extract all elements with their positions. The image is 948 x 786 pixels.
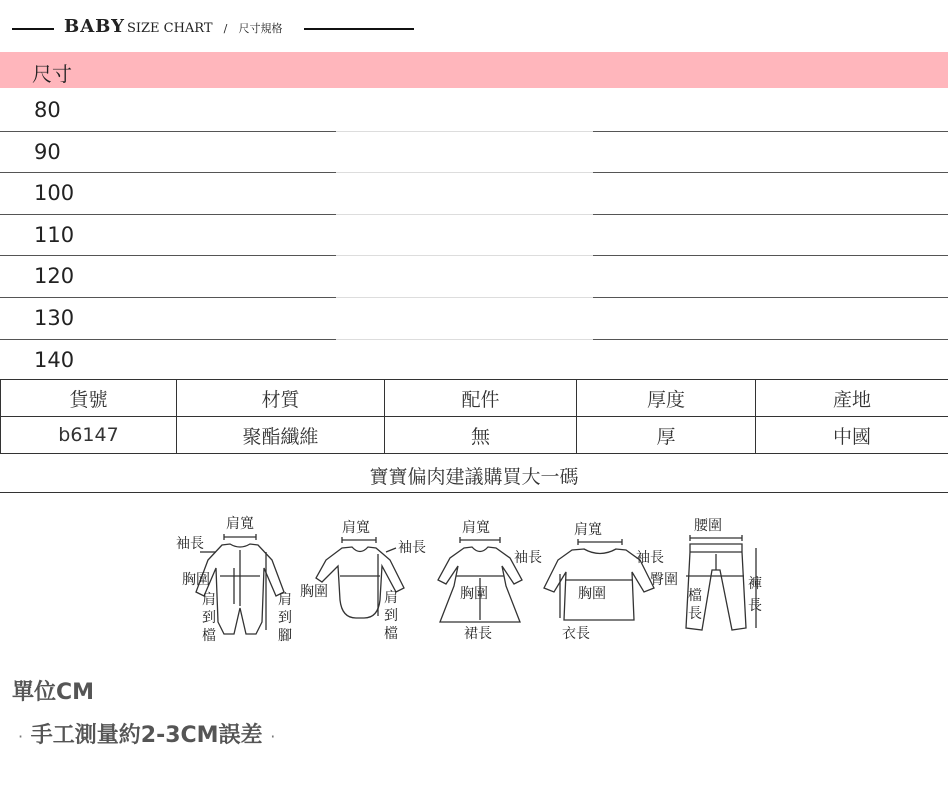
diagram-label: 肩 (384, 590, 398, 606)
spec-value-cell: 厚 (577, 417, 756, 454)
chart-header (0, 0, 948, 58)
bullet-dot: · (270, 727, 276, 746)
size-value: 100 (34, 181, 75, 206)
diagram-label: 長 (688, 606, 702, 622)
spec-value-cell: 中國 (756, 417, 948, 454)
size-row (0, 90, 948, 132)
size-row (0, 215, 948, 257)
diagram-label: 褲 (748, 576, 762, 592)
size-value: 90 (34, 139, 61, 164)
size-row (0, 132, 948, 174)
spec-header-row (1, 380, 948, 417)
spec-header-cell: 厚度 (577, 380, 756, 417)
diagram-label: 肩寬 (342, 520, 370, 536)
diagram-label: 腰圍 (694, 518, 722, 534)
diagram-label: 袖長 (176, 536, 204, 552)
spec-value-row (1, 417, 948, 454)
bullet-dot: · (18, 727, 24, 746)
diagram-label: 檔 (384, 626, 398, 642)
diagram-label: 腳 (278, 628, 292, 644)
size-value: 130 (34, 305, 75, 330)
diagram-label: 肩 (202, 592, 216, 608)
diagram-label: 長 (748, 598, 762, 614)
size-header-label: 尺寸 (32, 62, 72, 86)
spec-table (0, 379, 948, 454)
size-header (0, 52, 948, 88)
diagram-label: 肩寬 (462, 520, 490, 536)
diagram-label: 肩寬 (226, 516, 254, 532)
diagram-label: 裙長 (464, 626, 492, 642)
spec-header-cell: 貨號 (1, 380, 177, 417)
diagram-label: 到 (384, 608, 398, 624)
brand-label: BABY (64, 16, 125, 37)
diagram-label: 臀圍 (650, 572, 678, 588)
diagram-label: 胸圍 (578, 586, 606, 602)
spec-header-cell: 配件 (385, 380, 577, 417)
diagram-label: 袖長 (636, 550, 664, 566)
diagram-label: 袖長 (514, 550, 542, 566)
size-value: 140 (34, 347, 75, 372)
diagram-label: 肩 (278, 592, 292, 608)
diagram-label: 胸圍 (182, 572, 210, 588)
size-value: 110 (34, 222, 75, 247)
diagram-label: 胸圍 (460, 586, 488, 602)
size-row (0, 256, 948, 298)
diagram-label: 到 (202, 610, 216, 626)
header-rule-right (304, 28, 414, 30)
unit-note: 單位CM (12, 680, 95, 705)
diagram-label: 檔 (688, 588, 702, 604)
error-note-text: 手工測量約2-3CM誤差 (30, 723, 263, 748)
spec-value-cell: 無 (385, 417, 577, 454)
diagram-label: 胸圍 (300, 584, 328, 600)
spec-value-cell: b6147 (1, 417, 177, 454)
diagram-label: 檔 (202, 628, 216, 644)
size-advice-row (0, 455, 948, 493)
size-advice-note: 寶寶偏肉建議購買大一碼 (369, 466, 579, 488)
diagram-label: 袖長 (398, 540, 426, 556)
header-rule-left (12, 28, 54, 30)
spec-header-cell: 材質 (177, 380, 385, 417)
spec-value-cell: 聚酯纖維 (177, 417, 385, 454)
size-value: 80 (34, 98, 61, 122)
diagram-label: 肩寬 (574, 522, 602, 538)
measurement-error-note (18, 718, 275, 749)
diagram-label: 到 (278, 610, 292, 626)
diagram-label: 衣長 (562, 626, 590, 642)
spec-header-cell: 產地 (756, 380, 948, 417)
subtitle-cn-label: 尺寸規格 (238, 22, 283, 35)
size-row (0, 298, 948, 340)
size-row (0, 173, 948, 215)
subtitle-label: SIZE CHART (126, 21, 213, 36)
size-value: 120 (34, 264, 75, 289)
title-separator: / (223, 22, 228, 35)
size-list (0, 90, 948, 381)
size-row (0, 340, 948, 382)
measurement-diagram (160, 510, 780, 650)
chart-title (64, 16, 282, 37)
